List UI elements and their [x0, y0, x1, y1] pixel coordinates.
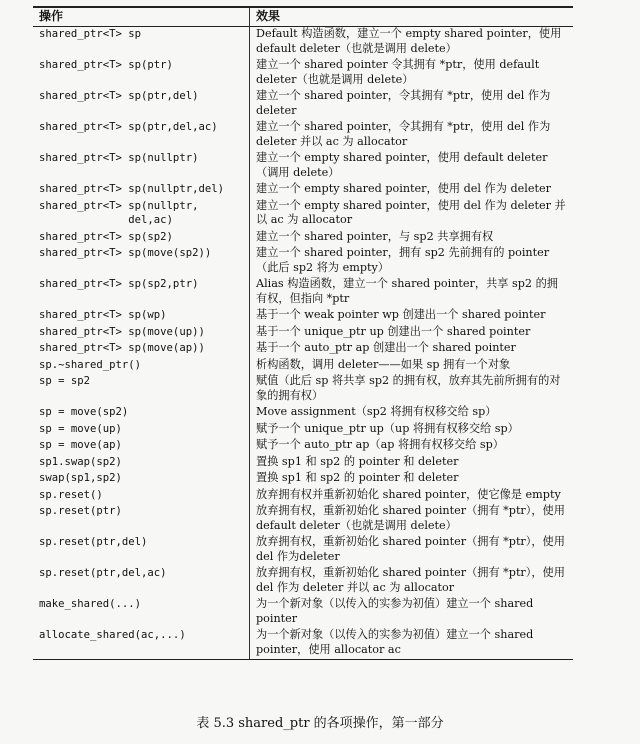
table-row [33, 58, 573, 89]
effect-cell: 基于一个 auto_ptr ap 创建出一个 shared pointer [256, 341, 516, 354]
operation-cell: shared_ptr<T> sp(sp2,ptr) [33, 277, 250, 308]
operation-cell: sp.reset(ptr,del,ac) [33, 566, 250, 597]
effect-cell: 置换 sp1 和 sp2 的 pointer 和 deleter [256, 454, 459, 468]
operation-cell: shared_ptr<T> sp(wp) [33, 308, 250, 325]
operation-cell: sp = sp2 [33, 374, 250, 405]
table-row [33, 308, 573, 325]
operation-cell: sp.reset(ptr) [33, 504, 250, 535]
effect-cell: 放弃拥有权并重新初始化 shared pointer，使它像是 empty [256, 487, 561, 501]
header-effect: 效果 [250, 7, 574, 27]
operation-cell: shared_ptr<T> sp(move(up)) [33, 325, 250, 342]
header-operation: 操作 [33, 7, 250, 27]
effect-cell: Default 构造函数，建立一个 empty shared pointer，使用 default deleter（也就是调用 delete） [256, 27, 562, 55]
effect-cell: 赋予一个 auto_ptr ap（ap 将拥有权移交给 sp） [256, 438, 504, 451]
table-row [33, 325, 573, 342]
operation-cell: sp.reset(ptr,del) [33, 535, 250, 566]
table-row [33, 374, 573, 405]
effect-cell: 建立一个 empty shared pointer，使用 del 作为 deleter 并以 ac 为 allocator [256, 198, 566, 226]
effect-cell: 析构函数，调用 deleter——如果 sp 拥有一个对象 [256, 357, 511, 371]
effect-cell: 为一个新对象（以传入的实参为初值）建立一个 shared pointer，使用 allocator ac [250, 628, 574, 660]
table-row [33, 120, 573, 151]
table-row [33, 341, 573, 358]
table-row [33, 471, 573, 488]
table-body [33, 27, 573, 660]
table-row [33, 246, 573, 277]
effect-cell: 放弃拥有权，重新初始化 shared pointer（拥有 *ptr），使用 default deleter（也就是调用 delete） [256, 504, 565, 532]
operation-cell: sp = move(ap) [33, 438, 250, 455]
table-row [33, 358, 573, 375]
effect-cell: 建立一个 shared pointer，与 sp2 共享拥有权 [256, 229, 494, 243]
table-row [33, 230, 573, 247]
operation-cell: swap(sp1,sp2) [33, 471, 250, 488]
table-row [33, 89, 573, 120]
operation-cell: shared_ptr<T> sp(ptr,del) [33, 89, 250, 120]
table-row [33, 488, 573, 505]
operation-cell: shared_ptr<T> sp(move(sp2)) [33, 246, 250, 277]
table-row [33, 27, 573, 59]
table-row [33, 151, 573, 182]
table-row [33, 455, 573, 472]
effect-cell: 基于一个 unique_ptr up 创建出一个 shared pointer [256, 324, 531, 338]
table-row [33, 422, 573, 439]
operation-cell: shared_ptr<T> sp(nullptr) [33, 151, 250, 182]
effect-cell: Alias 构造函数，建立一个 shared pointer，共享 sp2 的拥有权，但指向 *ptr [256, 277, 558, 305]
table-row [33, 597, 573, 628]
effect-cell: 建立一个 shared pointer 令其拥有 *ptr，使用 default deleter（也就是调用 delete） [256, 58, 540, 86]
operation-cell: allocate_shared(ac,...) [33, 628, 250, 660]
operation-cell: shared_ptr<T> sp(ptr,del,ac) [33, 120, 250, 151]
effect-cell: 建立一个 shared pointer，令其拥有 *ptr，使用 del 作为 deleter 并以 ac 为 allocator [256, 120, 551, 148]
table-row [33, 199, 573, 230]
operation-cell: sp.reset() [33, 488, 250, 505]
operation-cell: sp = move(sp2) [33, 405, 250, 422]
table-row [33, 535, 573, 566]
operation-cell: shared_ptr<T> sp(nullptr, del,ac) [33, 199, 250, 230]
effect-cell: 赋值（此后 sp 将共享 sp2 的拥有权，放弃其先前所拥有的对象的拥有权） [256, 374, 561, 402]
effect-cell: 放弃拥有权，重新初始化 shared pointer（拥有 *ptr），使用 del 作为 deleter 并以 ac 为 allocator [256, 566, 565, 594]
operation-cell: sp1.swap(sp2) [33, 455, 250, 472]
effect-cell: Move assignment（sp2 将拥有权移交给 sp） [256, 405, 497, 418]
table-row [33, 628, 573, 660]
effect-cell: 置换 sp1 和 sp2 的 pointer 和 deleter [256, 471, 459, 484]
operation-cell: shared_ptr<T> sp(nullptr,del) [33, 182, 250, 199]
operation-cell: sp.~shared_ptr() [33, 358, 250, 375]
effect-cell: 建立一个 empty shared pointer，使用 default deleter（调用 delete） [256, 151, 548, 179]
effect-cell: 赋予一个 unique_ptr up（up 将拥有权移交给 sp） [256, 421, 519, 435]
effect-cell: 为一个新对象（以传入的实参为初值）建立一个 shared pointer [256, 597, 534, 625]
effect-cell: 基于一个 weak pointer wp 创建出一个 shared pointer [256, 308, 546, 321]
operation-cell: sp = move(up) [33, 422, 250, 439]
table-row [33, 504, 573, 535]
effect-cell: 建立一个 empty shared pointer，使用 del 作为 deleter [256, 182, 551, 195]
table-row [33, 566, 573, 597]
operations-table [33, 6, 573, 660]
table-row [33, 405, 573, 422]
effect-cell: 建立一个 shared pointer，令其拥有 *ptr，使用 del 作为 deleter [256, 89, 551, 117]
operation-cell: shared_ptr<T> sp(sp2) [33, 230, 250, 247]
effect-cell: 放弃拥有权，重新初始化 shared pointer（拥有 *ptr），使用 del 作为deleter [256, 535, 565, 563]
operation-cell: shared_ptr<T> sp [33, 27, 250, 59]
table-row [33, 182, 573, 199]
table-row [33, 438, 573, 455]
operation-cell: shared_ptr<T> sp(ptr) [33, 58, 250, 89]
effect-cell: 建立一个 shared pointer，拥有 sp2 先前拥有的 pointer（此后 sp2 将为 empty） [256, 246, 550, 274]
operation-cell: make_shared(...) [33, 597, 250, 628]
table-row [33, 277, 573, 308]
operation-cell: shared_ptr<T> sp(move(ap)) [33, 341, 250, 358]
table-caption: 表 5.3 shared_ptr 的各项操作，第一部分 [196, 716, 444, 731]
table-header-row [33, 7, 573, 27]
